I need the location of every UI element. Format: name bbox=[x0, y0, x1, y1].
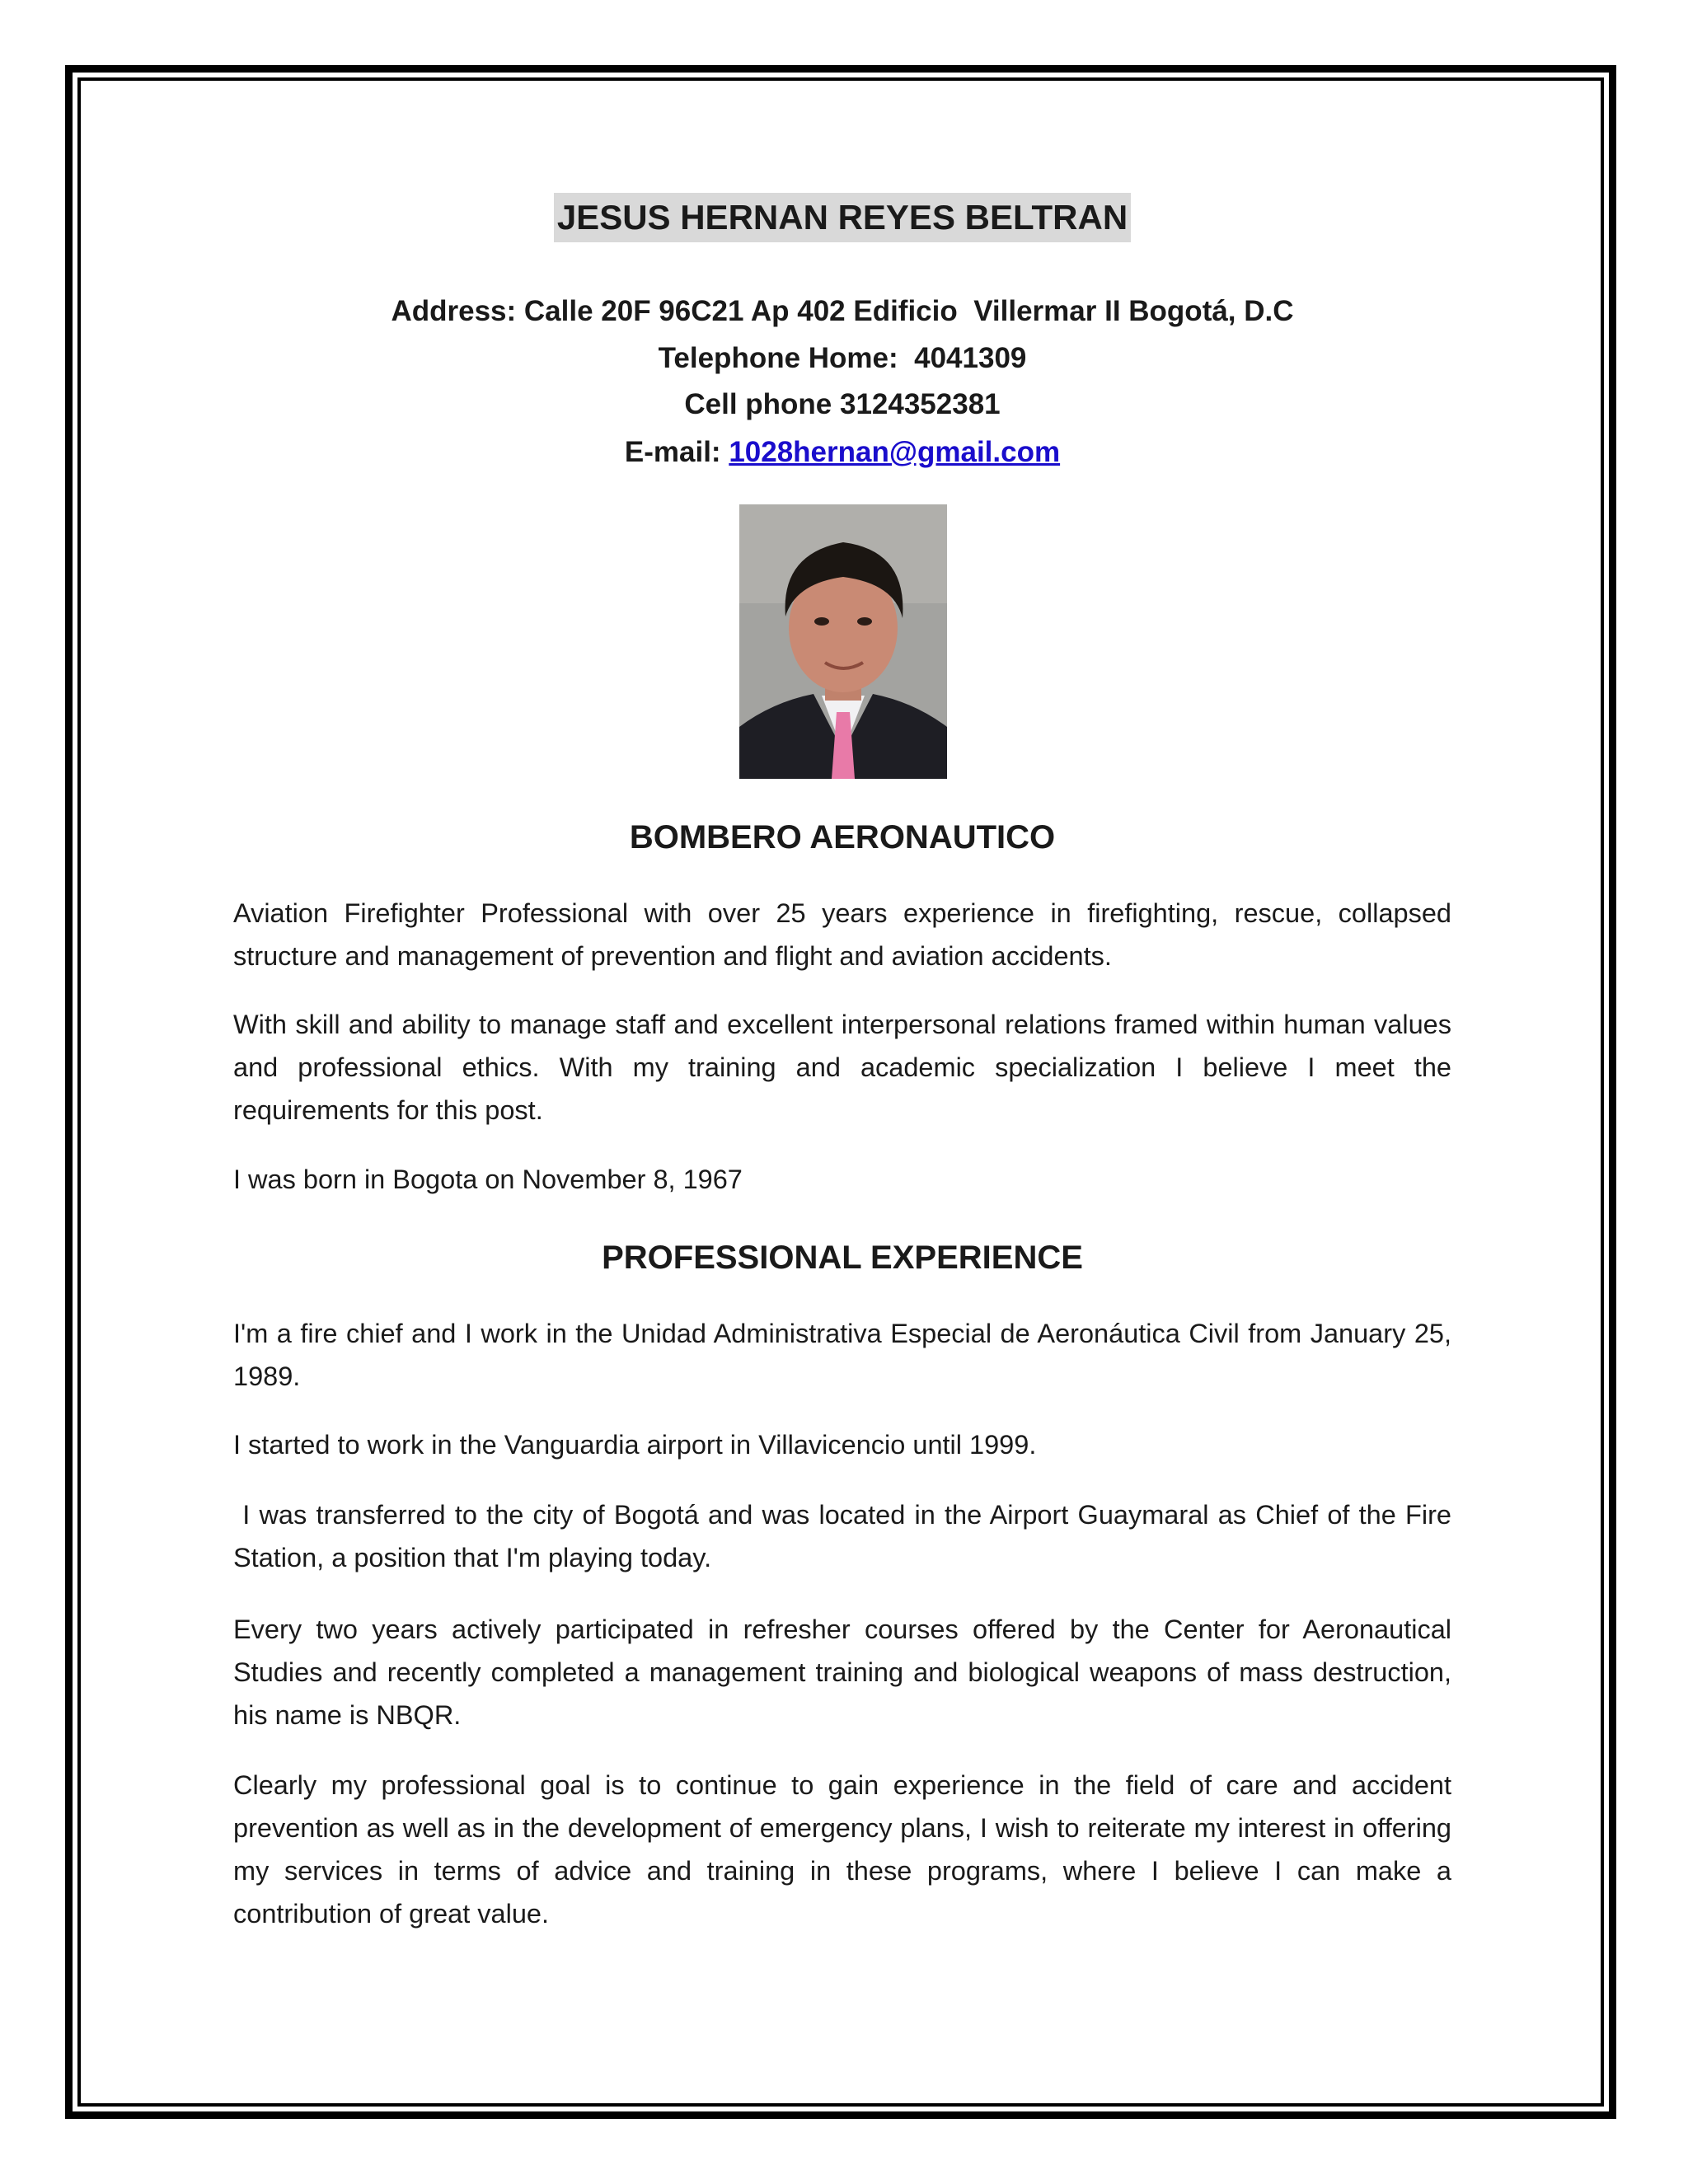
profile-paragraph-1: Aviation Firefighter Professional with over 25 years experience in firefighting, rescue, collapsed structure and management of prevention and flight and aviation accidents. bbox=[233, 898, 1451, 971]
telephone-line: Telephone Home: 4041309 bbox=[658, 342, 1027, 374]
name-heading-wrap bbox=[233, 193, 1451, 242]
email-line bbox=[233, 429, 1451, 476]
experience-paragraph-3: I was transferred to the city of Bogotá and was located in the Airport Guaymaral as Chief of the Fire Station, a position that I'm playing today. bbox=[233, 1500, 1460, 1572]
experience-paragraph-5: Clearly my professional goal is to continue to gain experience in the field of care and accident prevention as well as in the development of emergency plans, I wish to reiterate my interest in offering my services in terms of advice and training in these programs, where I believe I can make a contribution of great value. bbox=[233, 1770, 1451, 1929]
address-line: Address: Calle 20F 96C21 Ap 402 Edificio Villermar II Bogotá, D.C bbox=[391, 295, 1294, 327]
profile-photo bbox=[739, 504, 947, 779]
candidate-name: JESUS HERNAN REYES BELTRAN bbox=[554, 193, 1131, 242]
profile-paragraph-2: With skill and ability to manage staff and excellent interpersonal relations framed within human values and professional ethics. With my training and academic specialization I believe I meet the requirements for this post. bbox=[233, 1010, 1451, 1125]
experience-title: PROFESSIONAL EXPERIENCE bbox=[602, 1240, 1083, 1276]
experience-paragraph-1: I'm a fire chief and I work in the Unidad Administrativa Especial de Aeronáutica Civil from January 25, 1989. bbox=[233, 1319, 1451, 1391]
profile-paragraph-3: I was born in Bogota on November 8, 1967 bbox=[233, 1165, 743, 1194]
experience-paragraph-2: I started to work in the Vanguardia airport in Villavicencio until 1999. bbox=[233, 1430, 1037, 1460]
profile-title: BOMBERO AERONAUTICO bbox=[629, 819, 1056, 855]
experience-paragraph-4: Every two years actively participated in refresher courses offered by the Center for Aeronautical Studies and recently completed a management training and biological weapons of mass destruction, his name is NBQR. bbox=[233, 1615, 1451, 1730]
email-label: E-mail: bbox=[624, 436, 729, 468]
portrait-image bbox=[739, 504, 947, 779]
email-link[interactable]: 1028hernan@gmail.com bbox=[729, 436, 1061, 468]
cellphone-line: Cell phone 3124352381 bbox=[684, 388, 1001, 420]
